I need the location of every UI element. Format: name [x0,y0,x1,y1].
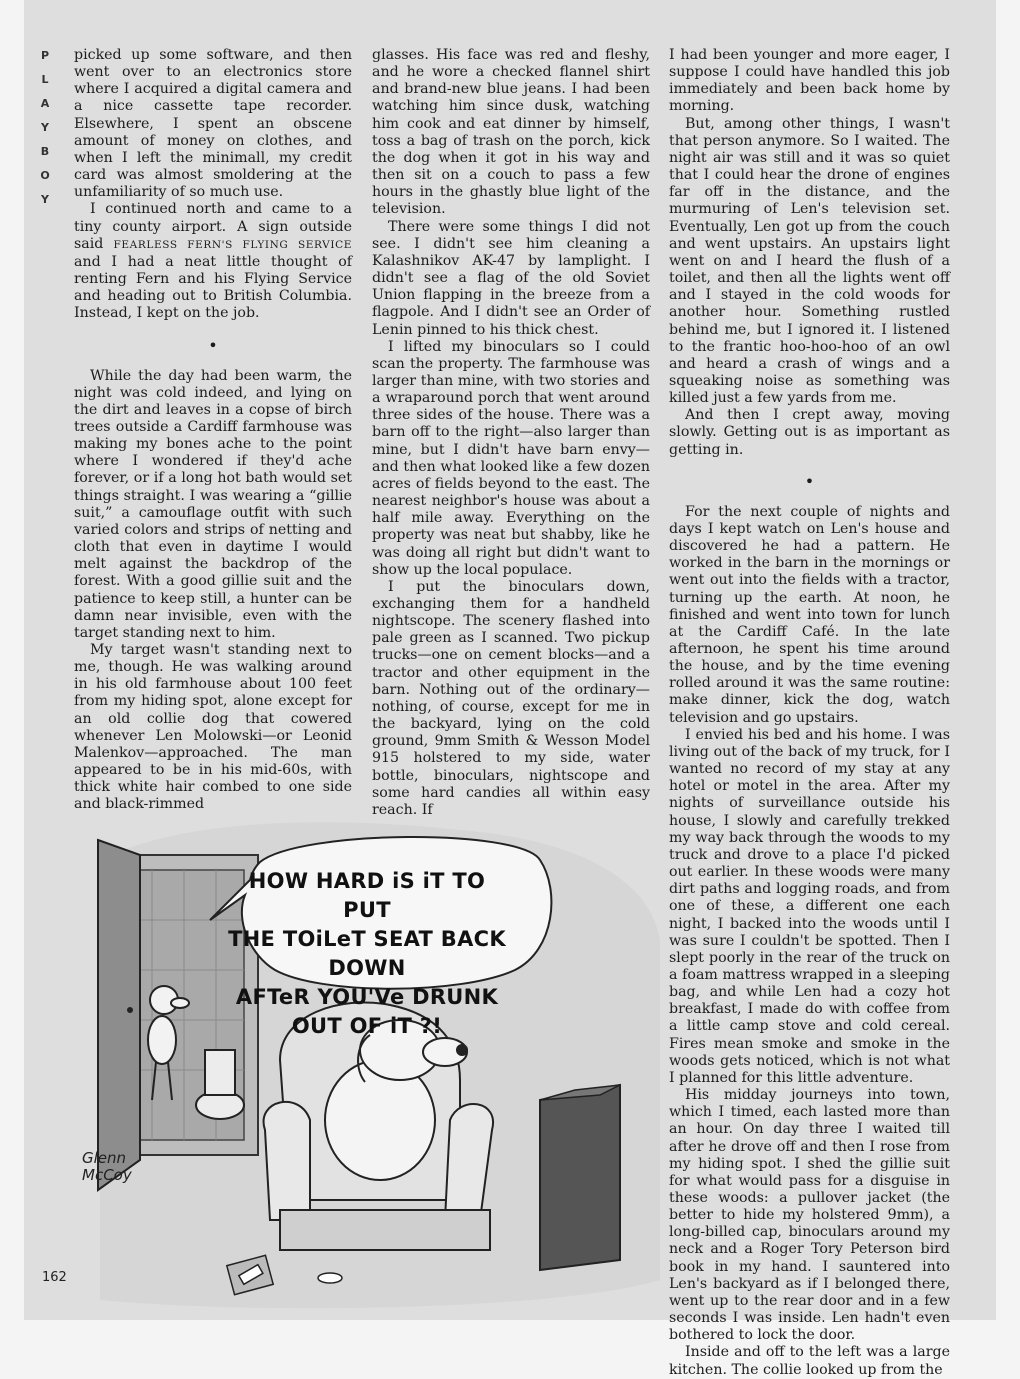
paragraph: For the next couple of nights and days I kept watch on Len's house and discovered he had a pattern. He worked in the barn in the mornings or went out into the fields with a tractor, turning up the earth. At noon, he finished and went into town for lunch at the Cardiff Café. In the late afternoon, he spent his time around the house, and by the time evening rolled around it was the same routine: make dinner, kick the dog, watch television and go upstairs. [669,503,950,726]
paragraph: But, among other things, I wasn't that person anymore. So I waited. The night air was still and it was so quiet that I could hear the drone of engines far off in the distance, and the murmuring of Len's television set. Eventually, Len got up from the couch and went upstairs. An upstairs light went on and I heard the flush of a toilet, and then all the lights went off and I stayed in the cold woods for another hour. Something rustled behind me, but I ignored it. I listened to the frantic hoo-hoo-hoo of an owl and heard a crash of wings and a squeaking noise as something was killed just a few yards from me. [669,115,950,407]
sign-text: FEARLESS FERN'S FLYING SERVICE [113,238,352,251]
section-break-bullet: • [804,471,815,491]
paragraph: I had been younger and more eager, I suppose I could have handled this job immediately and been back home by morning. [669,47,950,115]
cartoon-caption: HOW HARD iS iT TO PUT THE TOiLeT SEAT BACK DOWN AFTeR YOU'Ve DRUNK OUT OF iT ?! [228,869,506,1038]
cartoonist-signature: Glenn McCoy [82,1149,132,1184]
paragraph: Inside and off to the left was a large kitchen. The collie looked up from the [669,1344,950,1378]
section-break-bullet: • [208,335,218,355]
text-column-1 [74,47,352,814]
paragraph: picked up some software, and then went over to an electronics store where I acquired a digital camera and a nice cassette tape recorder. Elsewhere, I spent an obscene amount of money on clothes, and when I left the minimall, my credit card was almost smoldering at the unfamiliarity of so much use. [74,47,352,201]
paragraph: His midday journeys into town, which I timed, each lasted more than an hour. On day three I waited till after he drove off and then I rose from my hiding spot. I shed the gillie suit for what would pass for a disguise in these woods: a pullover jacket (the better to hide my holstered 9mm), a long-billed cap, binoculars around my neck and a Roger Tory Peterson bird book in my hand. I sauntered into Len's backyard as if I belonged there, went up to the rear door and in a few seconds I was inside. Len hadn't even bothered to lock the door. [669,1087,950,1344]
paragraph: I lifted my binoculars so I could scan the property. The farmhouse was larger than mine, with two stories and a wraparound porch that went around three sides of the house. There was a barn off to the right—also larger than mine, but I didn't have barn envy—and then what looked like a few dozen acres of fields beyond to the east. The nearest neighbor's house was about a half mile away. Everything on the property was neat but shabby, like he was doing all right but didn't want to show up the local populace. [372,338,650,578]
paragraph: glasses. His face was red and fleshy, and he wore a checked flannel shirt and brand-new blue jeans. I had been watching him since dusk, watching him cook and eat dinner by himself, toss a bag of trash on the porch, kick the dog when it got in his way and then sit on a couch to pass a few hours in the ghastly blue light of the television. [372,47,650,218]
paragraph: While the day had been warm, the night was cold indeed, and lying on the dirt and leaves in a copse of birch trees outside a Cardiff farmhouse was making my bones ache to the point where I wondered if they'd ache forever, or if a long hot bath would set things straight. I was wearing a “gillie suit,” a camouflage outfit with such varied colors and strips of netting and cloth that even in daytime I would melt against the backdrop of the forest. With a good gillie suit and the patience to keep still, a hunter can be damn near invisible, even with the target standing next to him. [74,367,352,641]
paragraph: My target wasn't standing next to me, though. He was walking around in his old farmhouse about 100 feet from my hiding spot, alone except for an old collie dog that cowered whenever Len Molowski—or Leonid Malenkov—approached. The man appeared to be in his mid-60s, with thick white hair combed to one side and black-rimmed [74,642,352,813]
paragraph: I continued north and came to a tiny county airport. A sign outside said FEARLESS FERN'S FLYING SERVICE and I had a neat little thought of renting Fern and his Flying Service and heading out to British Columbia. Instead, I kept on the job. [74,201,352,322]
section-label-vertical: P L A Y B O Y [40,49,50,206]
paragraph: There were some things I did not see. I didn't see him cleaning a Kalashnikov AK-47 by lamplight. I didn't see a flag of the old Soviet Union flapping in the breeze from a flagpole. And I didn't see an Order of Lenin pinned to his thick chest. [372,218,650,338]
paragraph: I put the binoculars down, exchanging them for a handheld nightscope. The scenery flashed into pale green as I scanned. Two pickup trucks—one on cement blocks—and a tractor and other equipment in the barn. Nothing out of the ordinary—nothing, of course, except for me in the backyard, lying on the cold ground, 9mm Smith & Wesson Model 915 holstered to my side, water bottle, binoculars, nightscope and some hard candies all within easy reach. If [372,578,650,818]
text-column-2 [372,47,650,819]
page-number: 162 [42,1270,67,1285]
text-column-3 [669,47,950,1379]
paragraph: And then I crept away, moving slowly. Getting out is as important as getting in. [669,407,950,458]
paragraph: I envied his bed and his home. I was living out of the back of my truck, for I wanted no record of my stay at any hotel or motel in the area. After my nights of surveillance outside his house, I slowly and carefully trekked my way back through the woods to my truck and drove to a place I'd picked out earlier. In these woods were many dirt paths and logging roads, and from one of these, a different one each night, I backed into the woods until I was sure I couldn't be spotted. Then I slept poorly in the rear of the truck on a foam mattress wrapped in a sleeping bag, and while Len had a cozy hot breakfast, I made do with coffee from a little camp stove and cold cereal. Fires mean smoke and smoke in the woods gets noticed, which is not what I planned for this little adventure. [669,726,950,1086]
